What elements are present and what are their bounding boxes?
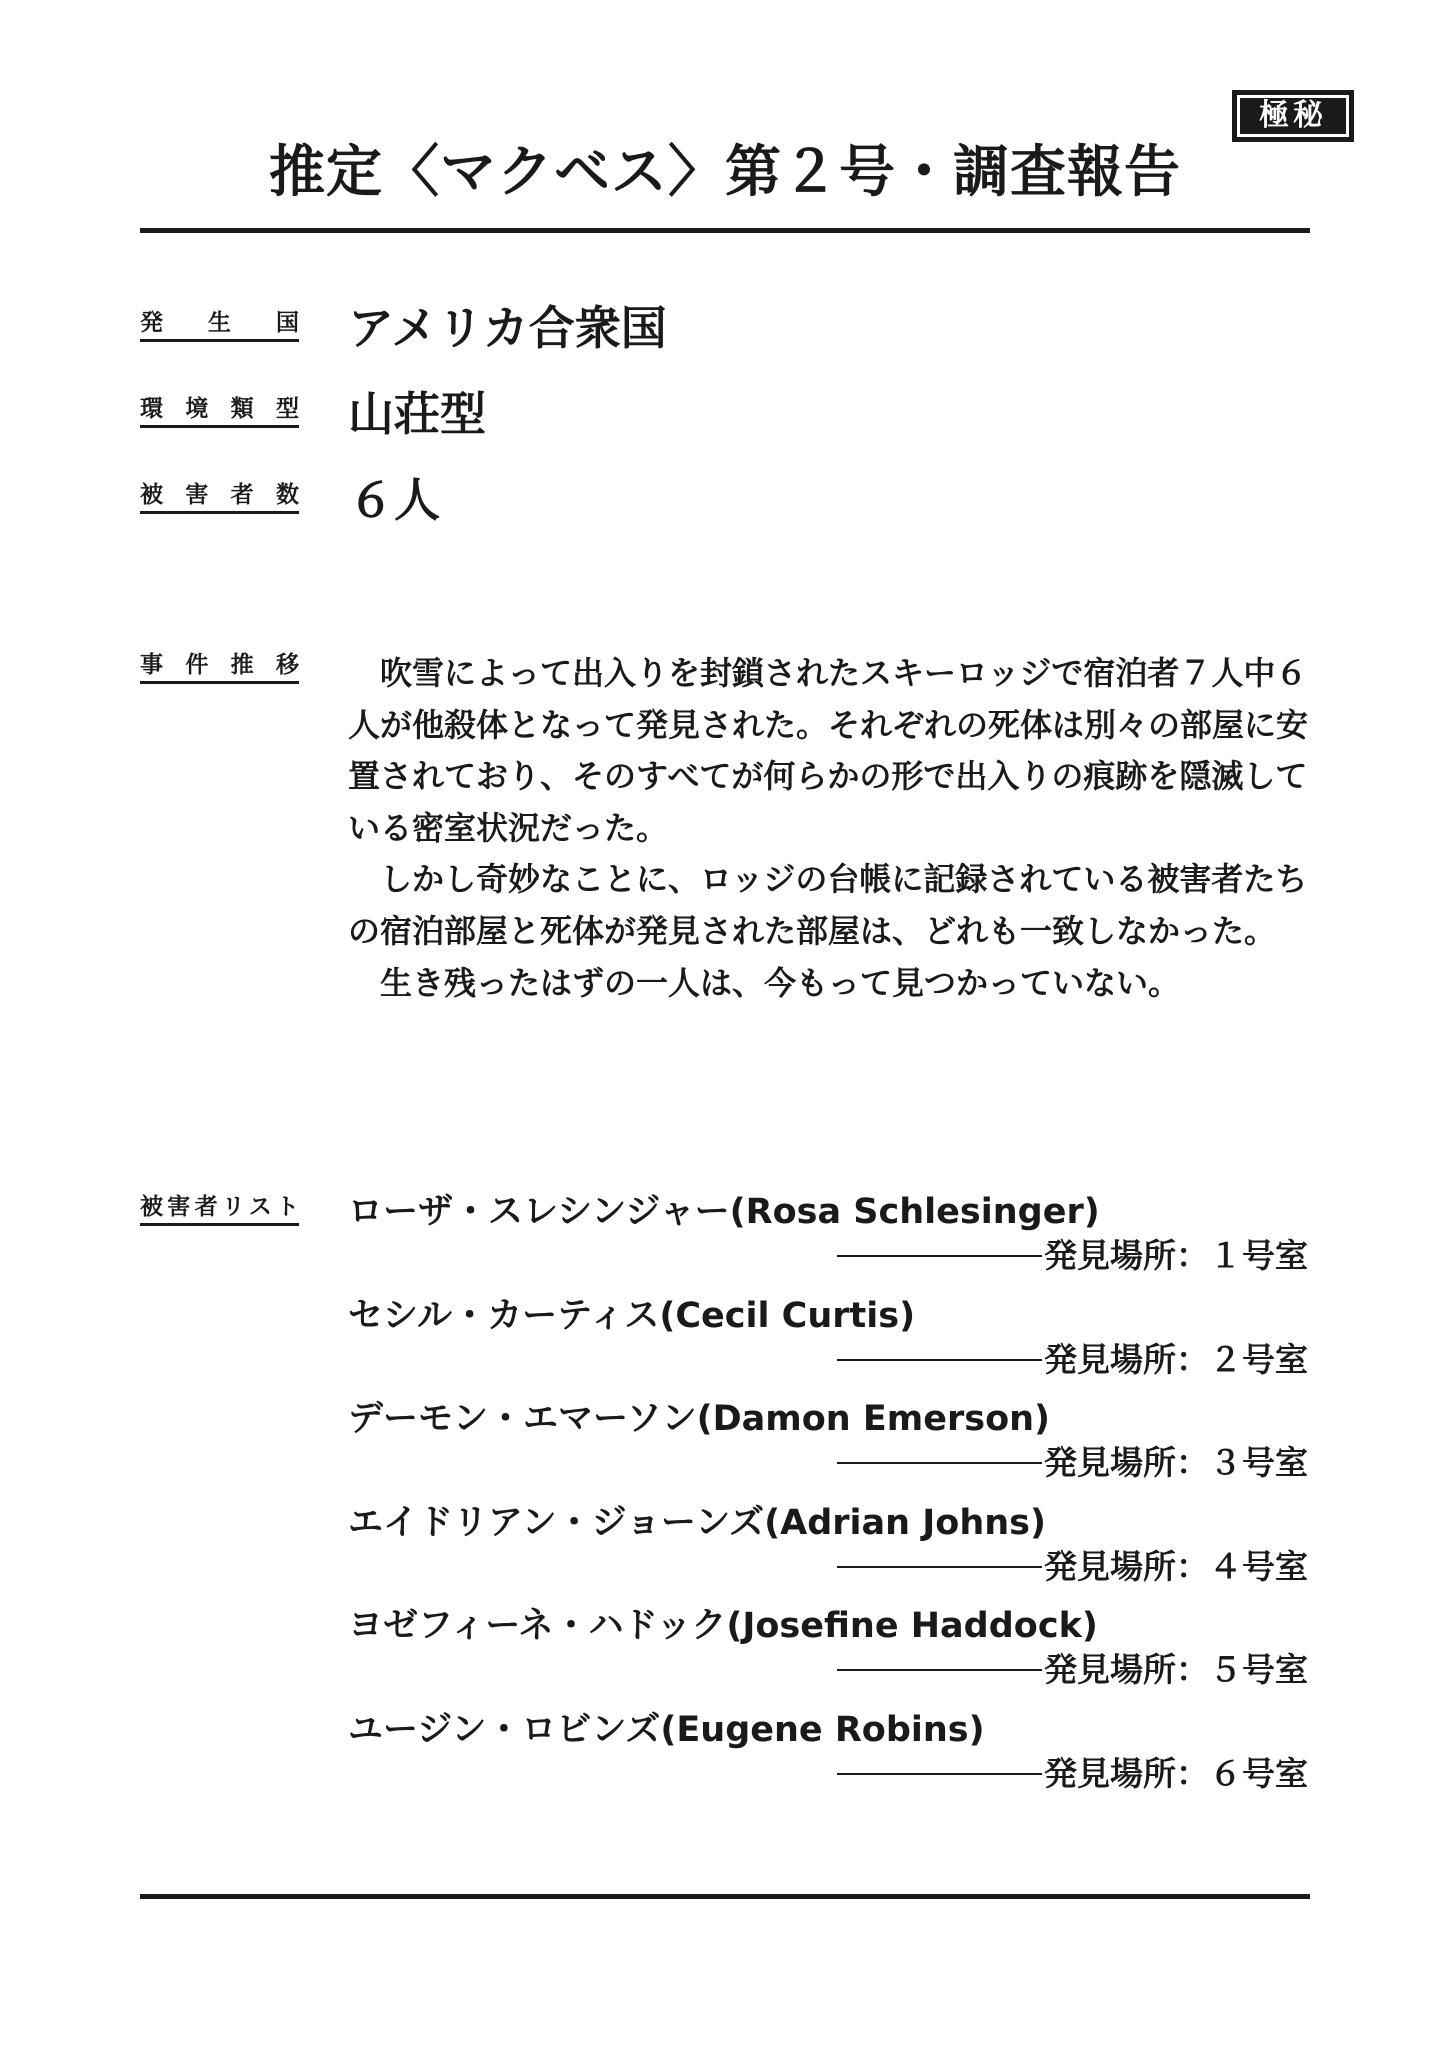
field-label-victim-count: 被害者数 — [140, 480, 299, 514]
victim-location — [837, 1648, 1308, 1692]
victim-list-label: 被害者リスト — [140, 1192, 299, 1226]
location-room: ４号室 — [1209, 1546, 1308, 1586]
location-label: 発見場所： — [1044, 1236, 1209, 1275]
field-label-country: 発生国 — [140, 308, 299, 342]
leader-line — [837, 1773, 1042, 1775]
victim-list — [348, 1188, 1308, 1809]
victim-name: ローザ・スレシンジャー(Rosa Schlesinger) — [348, 1192, 1100, 1232]
incident-paragraph: 吹雪によって出入りを封鎖されたスキーロッジで宿泊者７人中６人が他殺体となって発見された。それぞれの死体は別々の部屋に安置されており、そのすべてが何らかの形で出入りの痕跡を隠滅している密室状況だった。 — [348, 654, 1309, 847]
location-label: 発見場所： — [1044, 1546, 1209, 1586]
leader-line — [837, 1255, 1042, 1257]
field-value-environment: 山荘型 — [348, 387, 486, 441]
victim-entry — [348, 1292, 1308, 1396]
location-room: ２号室 — [1209, 1339, 1308, 1379]
leader-line — [837, 1566, 1042, 1568]
location-label: 発見場所： — [1044, 1443, 1209, 1482]
location-label: 発見場所： — [1044, 1753, 1209, 1793]
victim-location — [837, 1338, 1308, 1382]
leader-line — [837, 1669, 1042, 1671]
stamp-text: 極秘 — [1240, 98, 1346, 134]
page-title: 推定〈マクベス〉第２号・調査報告 — [269, 140, 1181, 205]
incident-description — [348, 648, 1308, 1009]
victim-name: ユージン・ロビンズ(Eugene Robins) — [348, 1709, 985, 1750]
leader-line — [837, 1462, 1042, 1464]
incident-label: 事件推移 — [140, 650, 299, 684]
location-room: ５号室 — [1209, 1650, 1308, 1689]
victim-entry — [348, 1602, 1308, 1706]
victim-location — [837, 1234, 1308, 1278]
victim-name: エイドリアン・ジョーンズ(Adrian Johns) — [348, 1502, 1046, 1543]
location-room: ３号室 — [1209, 1443, 1308, 1482]
top-secret-stamp — [1232, 90, 1354, 142]
victim-location — [837, 1441, 1308, 1485]
victim-entry — [348, 1395, 1308, 1499]
victim-entry — [348, 1499, 1308, 1603]
location-label: 発見場所： — [1044, 1650, 1209, 1689]
victim-location — [837, 1752, 1308, 1796]
victim-name: デーモン・エマーソン(Damon Emerson) — [348, 1399, 1051, 1439]
location-room: １号室 — [1209, 1236, 1308, 1275]
leader-line — [837, 1359, 1042, 1361]
victim-entry — [348, 1188, 1308, 1292]
victim-name: ヨゼフィーネ・ハドック(Josefine Haddock) — [348, 1606, 1098, 1646]
location-room: ６号室 — [1209, 1753, 1308, 1793]
location-label: 発見場所： — [1044, 1339, 1209, 1379]
incident-paragraph: 生き残ったはずの一人は、今もって見つかっていない。 — [380, 963, 1181, 1002]
field-label-environment: 環境類型 — [140, 394, 299, 428]
victim-location — [837, 1545, 1308, 1589]
victim-entry — [348, 1706, 1308, 1810]
bottom-divider — [140, 1894, 1310, 1899]
incident-paragraph: しかし奇妙なことに、ロッジの台帳に記録されている被害者たちの宿泊部屋と死体が発見された部屋は、どれも一致しなかった。 — [348, 860, 1308, 950]
field-value-country: アメリカ合衆国 — [348, 301, 667, 355]
field-value-victim-count: ６人 — [348, 473, 440, 527]
victim-name: セシル・カーティス(Cecil Curtis) — [348, 1295, 916, 1336]
top-divider — [140, 228, 1310, 233]
